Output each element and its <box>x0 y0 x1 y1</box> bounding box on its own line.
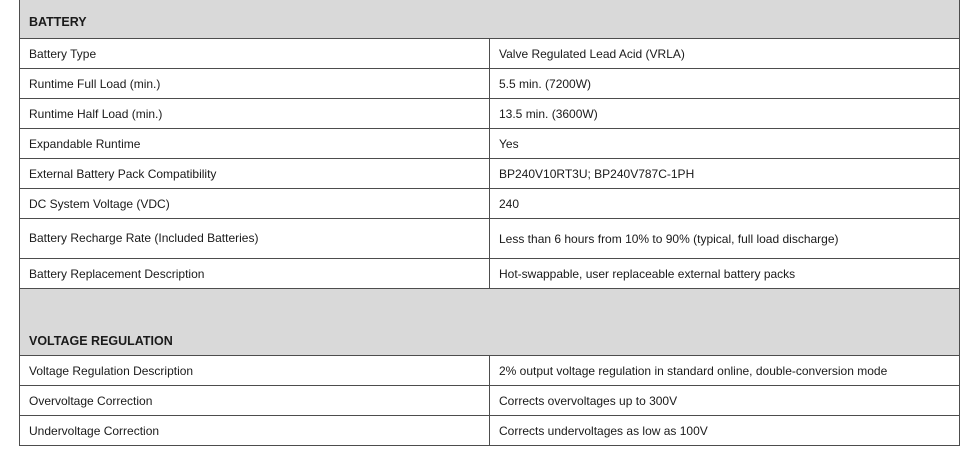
row-value: Valve Regulated Lead Acid (VRLA) <box>490 39 960 69</box>
row-label: Undervoltage Correction <box>20 416 490 446</box>
table-row <box>20 69 960 99</box>
row-value: 240 <box>490 189 960 219</box>
row-value: 5.5 min. (7200W) <box>490 69 960 99</box>
row-label: Expandable Runtime <box>20 129 490 159</box>
row-label: Battery Replacement Description <box>20 259 490 289</box>
row-label: DC System Voltage (VDC) <box>20 189 490 219</box>
table-row <box>20 416 960 446</box>
row-label: Voltage Regulation Description <box>20 356 490 386</box>
table-row <box>20 386 960 416</box>
row-value: Hot-swappable, user replaceable external battery packs <box>490 259 960 289</box>
row-label: Battery Recharge Rate (Included Batteries) <box>20 219 490 259</box>
row-value: Yes <box>490 129 960 159</box>
row-value: Corrects undervoltages as low as 100V <box>490 416 960 446</box>
table-row <box>20 356 960 386</box>
section-header-battery <box>20 0 960 39</box>
table-row <box>20 99 960 129</box>
table-row <box>20 219 960 259</box>
table-row <box>20 129 960 159</box>
section-title: VOLTAGE REGULATION <box>20 289 960 356</box>
row-value: Corrects overvoltages up to 300V <box>490 386 960 416</box>
row-label: Runtime Half Load (min.) <box>20 99 490 129</box>
row-value: Less than 6 hours from 10% to 90% (typical, full load discharge) <box>490 219 960 259</box>
row-label: Battery Type <box>20 39 490 69</box>
table-row <box>20 189 960 219</box>
row-label: External Battery Pack Compatibility <box>20 159 490 189</box>
row-label: Runtime Full Load (min.) <box>20 69 490 99</box>
section-header-voltage-regulation <box>20 289 960 356</box>
section-title: BATTERY <box>20 0 960 39</box>
table-row <box>20 259 960 289</box>
row-label: Overvoltage Correction <box>20 386 490 416</box>
spec-table <box>19 0 960 446</box>
row-value: 2% output voltage regulation in standard online, double-conversion mode <box>490 356 960 386</box>
row-value: BP240V10RT3U; BP240V787C-1PH <box>490 159 960 189</box>
table-row <box>20 39 960 69</box>
row-value: 13.5 min. (3600W) <box>490 99 960 129</box>
table-row <box>20 159 960 189</box>
